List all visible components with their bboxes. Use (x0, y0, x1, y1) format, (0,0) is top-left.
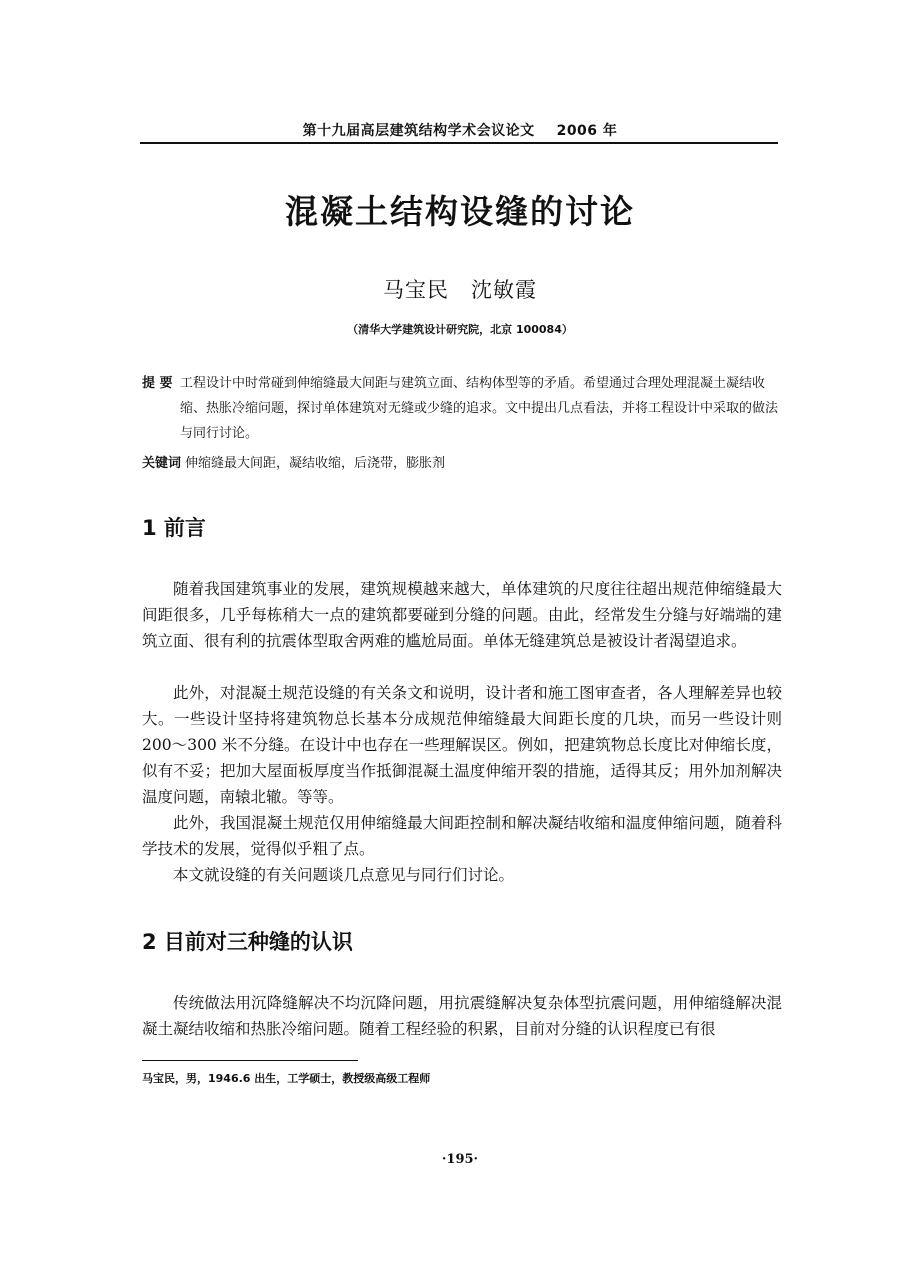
section-heading: 2 目前对三种缝的认识 (142, 930, 353, 954)
abstract-label: 提 要 (142, 376, 173, 391)
keywords (142, 454, 782, 474)
body-paragraph: 传统做法用沉降缝解决不均沉降问题，用抗震缝解决复杂体型抗震问题，用伸缩缝解决混凝土凝结收缩和热胀冷缩问题。随着工程经验的积累，目前对分缝的认识程度已有很 (142, 994, 782, 1038)
body-paragraph: 此外，对混凝土规范设缝的有关条文和说明，设计者和施工图审查者，各人理解差异也较大。一些设计坚持将建筑物总长基本分成规范伸缩缝最大间距长度的几块，而另一些设计则 200～300 米不分缝。在设计中也存在一些理解误区。例如，把建筑物总长度比对伸缩长度，似有不妥；把加大屋面板厚度当作抵御混凝土温度伸缩开裂的措施，适得其反；用外加剂解决温度问题，南辕北辙。等等。 (142, 684, 782, 806)
abstract (142, 371, 782, 446)
body-paragraph: 此外，我国混凝土规范仅用伸缩缝最大间距控制和解决凝结收缩和温度伸缩问题，随着科学技术的发展，觉得似乎粗了点。 (142, 814, 782, 858)
body-paragraph: 随着我国建筑事业的发展，建筑规模越来越大，单体建筑的尺度往往超出规范伸缩缝最大间距很多，几乎每栋稍大一点的建筑都要碰到分缝的问题。由此，经常发生分缝与好端端的建筑立面、很有利的抗震体型取舍两难的尴尬局面。单体无缝建筑总是被设计者渴望追求。 (142, 580, 782, 650)
running-head-year: 2006 年 (556, 123, 618, 139)
author-name: 沈敏霞 (471, 278, 537, 302)
keywords-label: 关键词 (142, 456, 182, 471)
body-paragraph: 本文就设缝的有关问题谈几点意见与同行们讨论。 (173, 866, 515, 884)
author-name: 马宝民 (383, 278, 449, 302)
footnote-rule (142, 1060, 358, 1061)
authors (0, 274, 920, 304)
header-rule (140, 142, 778, 144)
abstract-text: 工程设计中时常碰到伸缩缝最大间距与建筑立面、结构体型等的矛盾。希望通过合理处理混凝土凝结收缩、热胀冷缩问题，探讨单体建筑对无缝或少缝的追求。文中提出几点看法，并将工程设计中采取的做法与同行讨论。 (180, 376, 779, 441)
section-heading: 1 前言 (142, 516, 206, 540)
running-head-text: 第十九届高层建筑结构学术会议论文 (302, 123, 535, 139)
affiliation: （清华大学建筑设计研究院，北京 100084） (347, 323, 573, 336)
keywords-text: 伸缩缝最大间距，凝结收缩，后浇带，膨胀剂 (185, 456, 446, 471)
page-number: ·195· (441, 1152, 479, 1167)
footnote: 马宝民，男，1946.6 出生，工学硕士，教授级高级工程师 (142, 1072, 431, 1085)
paper-title: 混凝土结构设缝的讨论 (285, 192, 635, 231)
running-head (0, 120, 920, 140)
